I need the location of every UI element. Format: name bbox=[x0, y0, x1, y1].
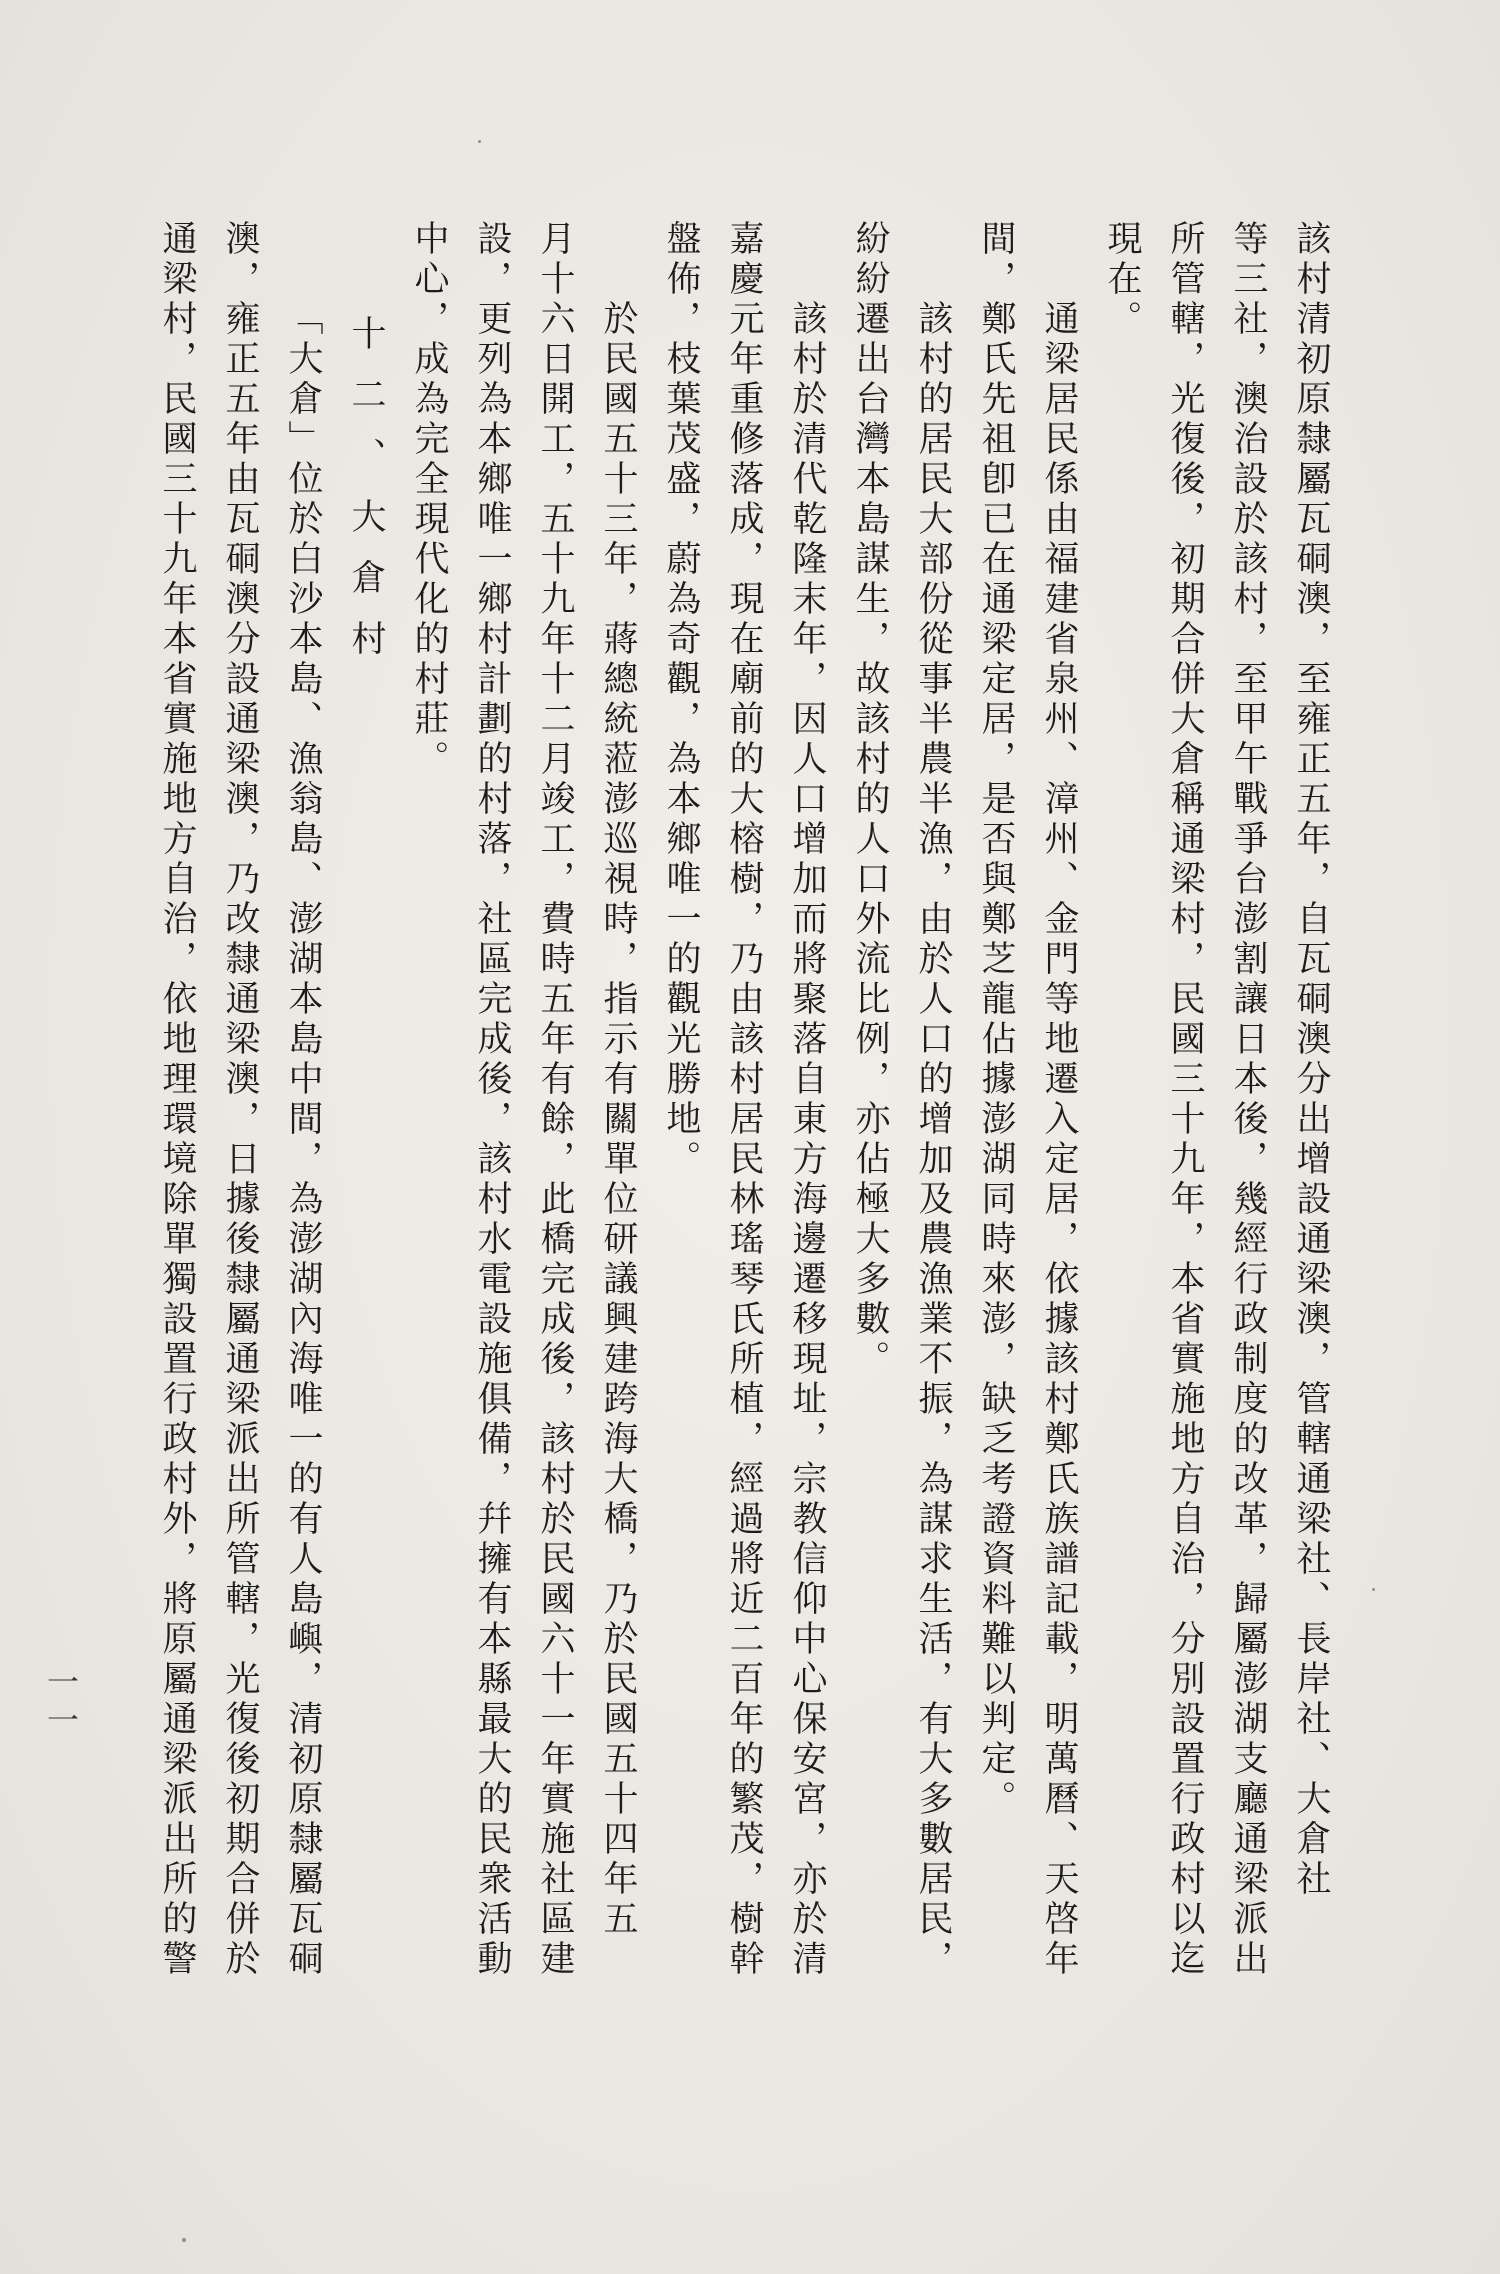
text-column: 月十六日開工，五十九年十二月竣工，費時五年有餘，此橋完成後，該村於民國六十一年實施社區建 bbox=[535, 220, 575, 1980]
text-column: 通梁村，民國三十九年本省實施地方自治，依地理環境除單獨設置行政村外，將原屬通梁派出所的警 bbox=[157, 220, 197, 1980]
text-column: 該村的居民大部份從事半農半漁，由於人口的增加及農漁業不振，為謀求生活，有大多數居民， bbox=[913, 300, 953, 1980]
paper-speck bbox=[1372, 1588, 1375, 1591]
text-column: 「大倉」位於白沙本島、漁翁島、澎湖本島中間，為澎湖內海唯一的有人島嶼，清初原隸屬瓦硐 bbox=[283, 300, 323, 1980]
text-column: 盤佈，枝葉茂盛，蔚為奇觀，為本鄉唯一的觀光勝地。 bbox=[661, 220, 701, 1180]
text-column: 嘉慶元年重修落成，現在廟前的大榕樹，乃由該村居民林瑤琴氏所植，經過將近二百年的繁茂，樹幹 bbox=[724, 220, 764, 1980]
text-column: 該村清初原隸屬瓦硐澳，至雍正五年，自瓦硐澳分出增設通梁澳，管轄通梁社、長岸社、大倉社 bbox=[1291, 220, 1331, 1900]
section-heading: 十二、大倉村 bbox=[346, 315, 386, 681]
text-column: 中心，成為完全現代化的村莊。 bbox=[409, 220, 449, 780]
paper-speck bbox=[182, 2238, 186, 2242]
body-text bbox=[157, 220, 1330, 2120]
page-number: 一一 bbox=[42, 1665, 80, 1741]
text-column: 間，鄭氏先祖卽已在通梁定居，是否與鄭芝龍佔據澎湖同時來澎，缺乏考證資料難以判定。 bbox=[976, 220, 1016, 1820]
text-column: 紛紛遷出台灣本島謀生，故該村的人口外流比例，亦佔極大多數。 bbox=[850, 220, 890, 1380]
text-column: 澳，雍正五年由瓦硐澳分設通梁澳，乃改隸通梁澳，日據後隸屬通梁派出所管轄，光復後初期合併於 bbox=[220, 220, 260, 1980]
text-column: 現在。 bbox=[1102, 220, 1142, 340]
text-column: 通梁居民係由福建省泉州、漳州、金門等地遷入定居，依據該村鄭氏族譜記載，明萬曆、天啓年 bbox=[1039, 300, 1079, 1980]
text-column: 該村於清代乾隆末年，因人口增加而將聚落自東方海邊遷移現址，宗教信仰中心保安宮，亦於清 bbox=[787, 300, 827, 1980]
text-column: 設，更列為本鄉唯一鄉村計劃的村落，社區完成後，該村水電設施俱備，幷擁有本縣最大的民衆活動 bbox=[472, 220, 512, 1980]
text-column: 所管轄，光復後，初期合併大倉稱通梁村，民國三十九年，本省實施地方自治，分別設置行政村以迄 bbox=[1165, 220, 1205, 1980]
text-column: 等三社，澳治設於該村，至甲午戰爭台澎割讓日本後，幾經行政制度的改革，歸屬澎湖支廳通梁派出 bbox=[1228, 220, 1268, 1980]
paper-speck bbox=[478, 140, 481, 143]
text-column: 於民國五十三年，蔣總統蒞澎巡視時，指示有關單位研議興建跨海大橋，乃於民國五十四年五 bbox=[598, 300, 638, 1940]
